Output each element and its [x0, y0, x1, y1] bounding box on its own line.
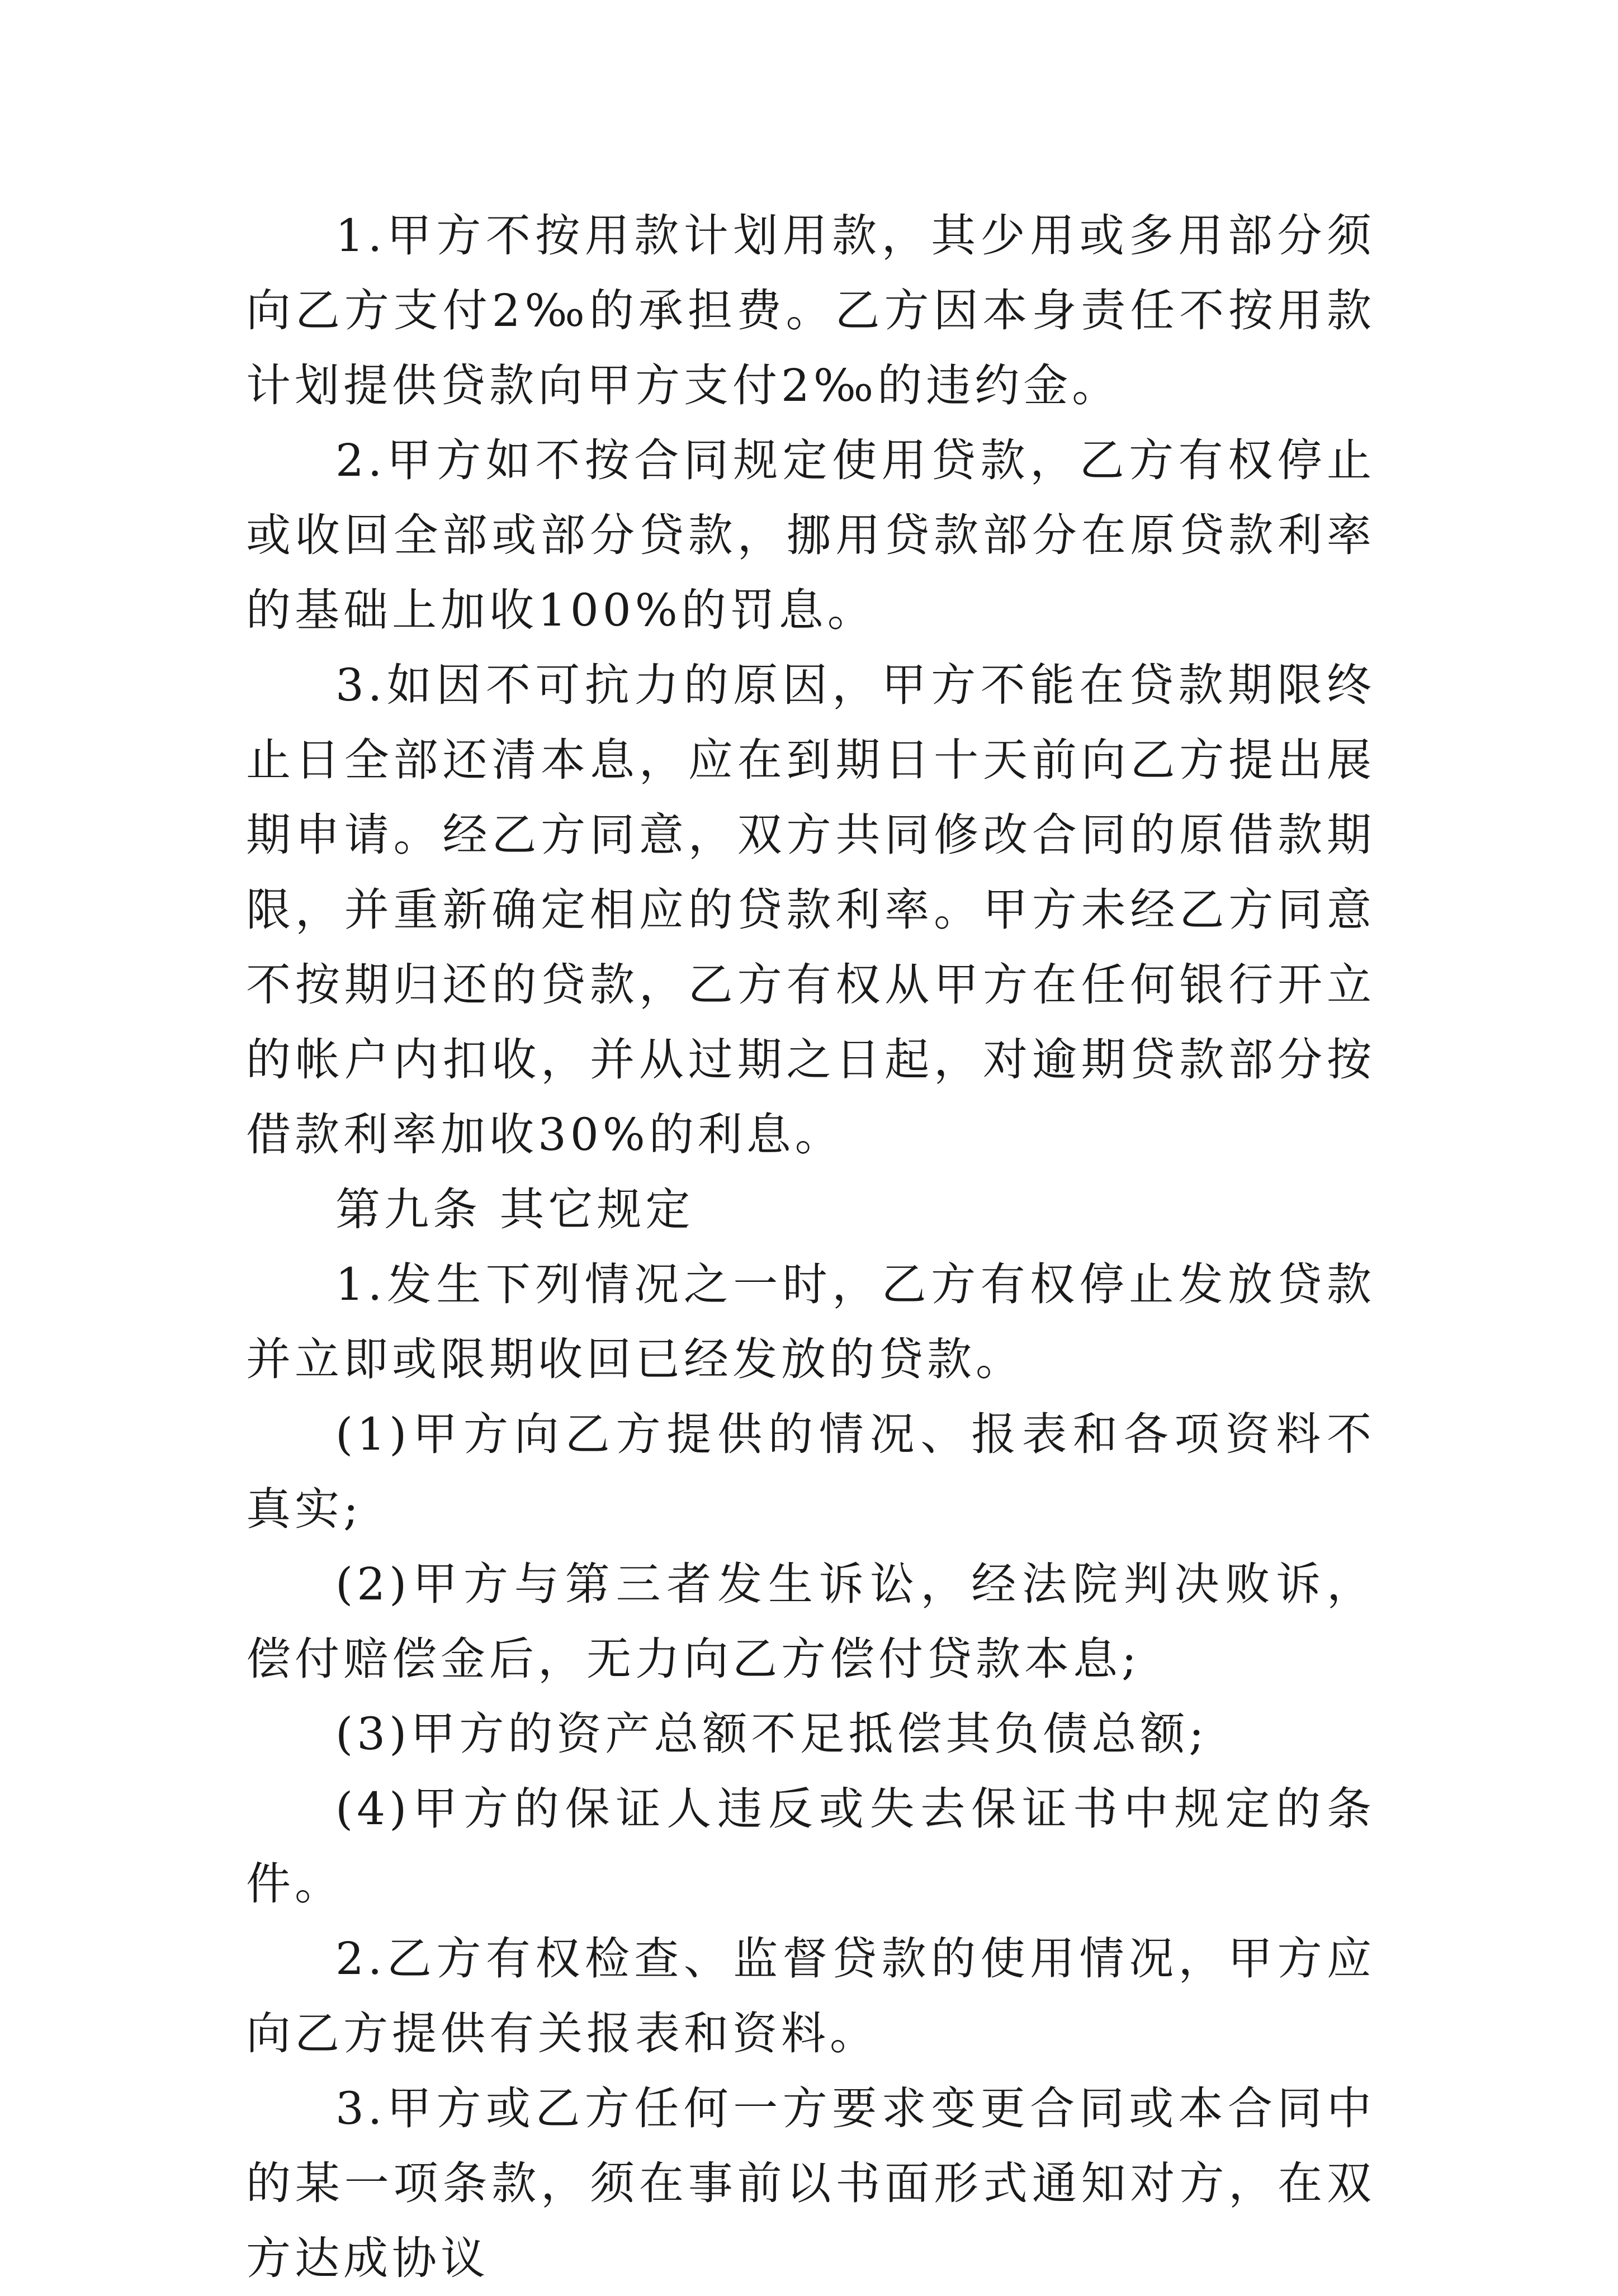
paragraph-penalty-clause-2: 2.甲方如不按合同规定使用贷款，乙方有权停止或收回全部或部分贷款，挪用贷款部分在原贷款利率的基础上加收100%的罚息。	[246, 434, 1375, 636]
document-body	[246, 198, 1375, 2296]
paragraph-other-clause-3: 3.甲方或乙方任何一方要求变更合同或本合同中的某一项条款，须在事前以书面形式通知对方，在双方达成协议	[246, 2082, 1375, 2284]
sub-item-2: (2)甲方与第三者发生诉讼，经法院判决败诉，偿付赔偿金后，无力向乙方偿付贷款本息;	[246, 1558, 1375, 1685]
paragraph-other-clause-2: 2.乙方有权检查、监督贷款的使用情况，甲方应向乙方提供有关报表和资料。	[246, 1933, 1375, 2060]
paragraph-penalty-clause-3: 3.如因不可抗力的原因，甲方不能在贷款期限终止日全部还清本息，应在到期日十天前向乙方提出展期申请。经乙方同意，双方共同修改合同的原借款期限，并重新确定相应的贷款利率。甲方未经乙方同意不按期归还的贷款，乙方有权从甲方在任何银行开立的帐户内扣收，并从过期之日起，对逾期贷款部分按借款利率加收30%的利息。	[246, 659, 1375, 1161]
section-heading-article-9: 第九条 其它规定	[335, 1183, 694, 1235]
sub-item-1: (1)甲方向乙方提供的情况、报表和各项资料不真实;	[246, 1408, 1375, 1535]
sub-item-3: (3)甲方的资产总额不足抵偿其负债总额;	[335, 1708, 1208, 1760]
paragraph-penalty-clause-1: 1.甲方不按用款计划用款，其少用或多用部分须向乙方支付2‰的承担费。乙方因本身责任不按用款计划提供贷款向甲方支付2‰的违约金。	[246, 210, 1375, 411]
sub-item-4: (4)甲方的保证人违反或失去保证书中规定的条件。	[246, 1783, 1375, 1910]
paragraph-other-clause-1: 1.发生下列情况之一时，乙方有权停止发放贷款并立即或限期收回已经发放的贷款。	[246, 1258, 1375, 1385]
